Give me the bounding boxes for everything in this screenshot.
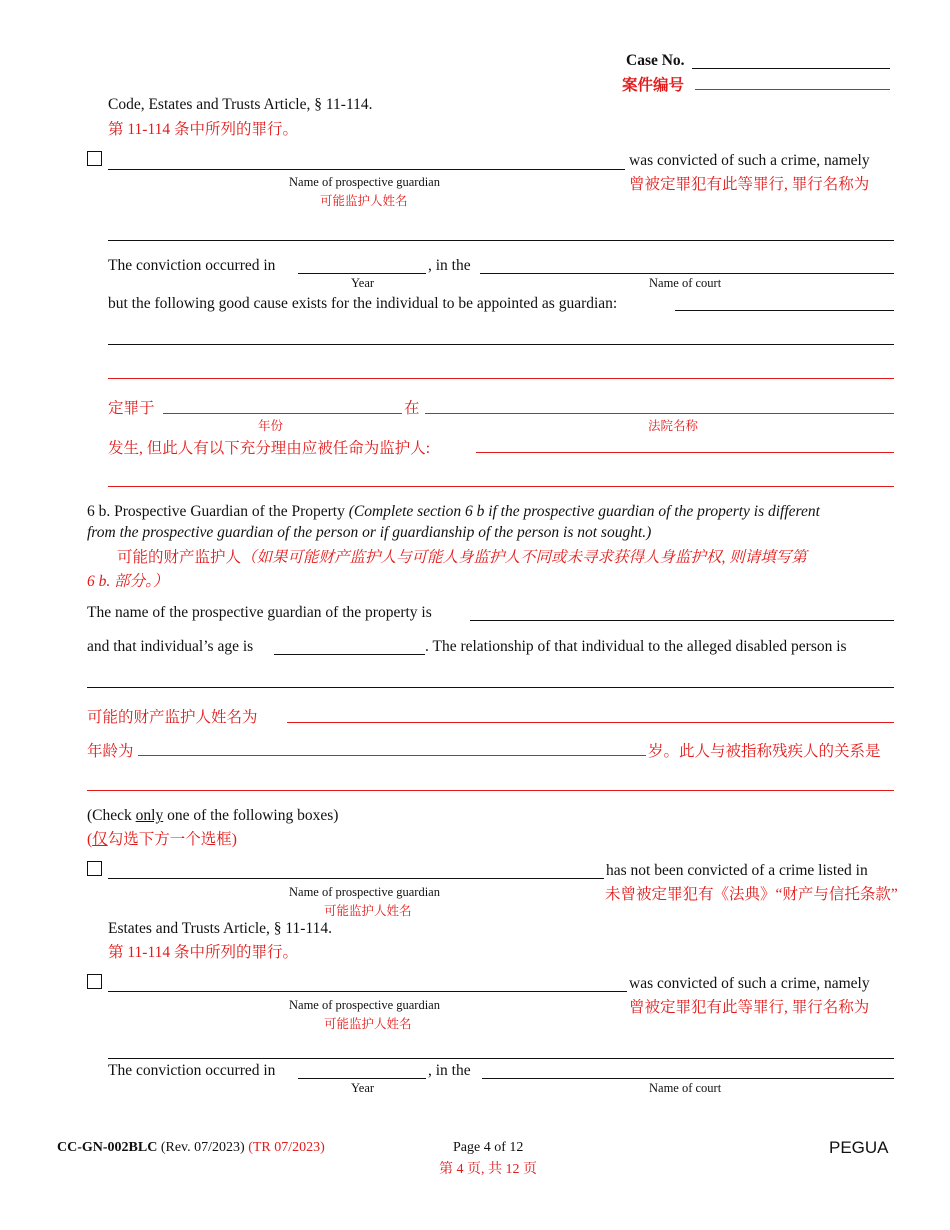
form-rev: (Rev. 07/2023) xyxy=(157,1140,249,1155)
guardian-name-caption: Name of prospective guardian xyxy=(289,175,440,189)
case-no-label-zh: 案件编号 xyxy=(622,77,685,94)
relationship-label: . The relationship of that individual to the alleged disabled person is xyxy=(425,638,847,655)
not-convicted-text: has not been convicted of a crime listed in xyxy=(606,862,868,879)
section-6b-instruction-zh-1: （如果可能财产监护人与可能人身监护人不同或未寻求获得人身监护权, 则请填写第 xyxy=(241,549,807,566)
form-id: CC-GN-002BLC xyxy=(57,1140,158,1155)
court-name-field-b[interactable] xyxy=(482,1078,894,1079)
check-instruction-zh-a: ( xyxy=(87,831,93,848)
property-guardian-name-field[interactable] xyxy=(470,620,894,621)
guardian-name-field-c[interactable] xyxy=(108,991,627,992)
property-guardian-name-label: The name of the prospective guardian of the property is xyxy=(87,604,432,621)
not-convicted-text-zh: 未曾被定罪犯有《法典》“财产与信托条款” xyxy=(605,886,898,903)
good-cause-field-zh-1[interactable] xyxy=(108,378,894,379)
section-6b-title: 6 b. Prospective Guardian of the Property xyxy=(87,503,345,520)
good-cause-field-2[interactable] xyxy=(108,344,894,345)
good-cause-field-zh-2[interactable] xyxy=(476,452,894,453)
section-6b-title-zh: 可能的财产监护人 xyxy=(117,549,242,566)
section-6b-instruction-2: from the prospective guardian of the person or if guardianship of the person is not sought.) xyxy=(87,524,652,541)
good-cause-label: but the following good cause exists for the individual to be appointed as guardian: xyxy=(108,295,618,312)
relationship-field-zh[interactable] xyxy=(87,790,894,791)
section-6b-heading-zh xyxy=(117,545,807,567)
check-instruction xyxy=(87,807,338,825)
convicted-checkbox-a[interactable] xyxy=(87,151,102,166)
check-instruction-a: (Check xyxy=(87,807,136,824)
crime-name-field-b[interactable] xyxy=(108,1058,894,1059)
court-caption-zh: 法院名称 xyxy=(648,419,699,433)
case-no-label: Case No. xyxy=(626,52,685,69)
check-instruction-b: one of the following boxes) xyxy=(163,807,339,824)
convicted-in-zh: 定罪于 xyxy=(108,400,155,417)
crime-name-field-a[interactable] xyxy=(108,240,894,241)
guardian-name-field-b[interactable] xyxy=(108,878,604,879)
article-text-b-zh: 第 11-114 条中所列的罪行。 xyxy=(108,944,299,961)
guardian-name-caption-c-zh: 可能监护人姓名 xyxy=(324,1017,412,1031)
court-name-field-zh[interactable] xyxy=(425,413,894,414)
guardian-name-caption-b-zh: 可能监护人姓名 xyxy=(324,904,412,918)
article-text: Code, Estates and Trusts Article, § 11-114. xyxy=(108,96,373,113)
at-zh: 在 xyxy=(404,400,420,417)
convicted-text-a-zh: 曾被定罪犯有此等罪行, 罪行名称为 xyxy=(629,176,870,193)
page-number: Page 4 of 12 xyxy=(453,1140,524,1155)
in-the-label-b: , in the xyxy=(428,1062,471,1079)
article-text-zh: 第 11-114 条中所列的罪行。 xyxy=(108,121,299,138)
check-instruction-zh-only: 仅 xyxy=(92,831,108,848)
case-no-field-zh[interactable] xyxy=(695,89,890,90)
guardian-name-caption-b: Name of prospective guardian xyxy=(289,885,440,899)
check-instruction-zh-b: 勾选下方一个选框) xyxy=(107,831,237,848)
section-6b-heading xyxy=(87,503,820,521)
court-name-field[interactable] xyxy=(480,273,894,274)
form-id-line xyxy=(57,1140,325,1156)
age-label: and that individual’s age is xyxy=(87,638,254,655)
year-caption-b: Year xyxy=(351,1081,375,1095)
year-caption: Year xyxy=(351,276,375,290)
convicted-text-a: was convicted of such a crime, namely xyxy=(629,152,870,169)
article-text-b: Estates and Trusts Article, § 11-114. xyxy=(108,920,333,937)
convicted-text-b-zh: 曾被定罪犯有此等罪行, 罪行名称为 xyxy=(629,999,870,1016)
relationship-field[interactable] xyxy=(87,687,894,688)
property-guardian-name-field-zh[interactable] xyxy=(287,722,894,723)
not-convicted-checkbox[interactable] xyxy=(87,861,102,876)
page-number-zh: 第 4 页, 共 12 页 xyxy=(439,1162,537,1177)
conviction-occurred-label: The conviction occurred in xyxy=(108,257,276,274)
check-instruction-only: only xyxy=(135,807,164,824)
court-caption: Name of court xyxy=(649,276,722,290)
case-no-field[interactable] xyxy=(692,68,890,69)
age-field-zh[interactable] xyxy=(138,755,646,756)
property-guardian-name-label-zh: 可能的财产监护人姓名为 xyxy=(87,709,258,726)
convicted-checkbox-b[interactable] xyxy=(87,974,102,989)
conviction-occurred-label-b: The conviction occurred in xyxy=(108,1062,276,1079)
check-instruction-zh xyxy=(87,827,237,849)
age-label-zh: 年龄为 xyxy=(87,743,134,760)
conviction-year-field-b[interactable] xyxy=(298,1078,426,1079)
section-6b-instruction-zh-2: 6 b. 部分。） xyxy=(87,573,169,590)
form-tr: (TR 07/2023) xyxy=(248,1140,325,1155)
good-cause-field-1[interactable] xyxy=(675,310,894,311)
guardian-name-caption-c: Name of prospective guardian xyxy=(289,998,440,1012)
convicted-text-b: was convicted of such a crime, namely xyxy=(629,975,870,992)
year-caption-zh: 年份 xyxy=(258,419,284,433)
good-cause-label-zh: 发生, 但此人有以下充分理由应被任命为监护人: xyxy=(108,440,431,457)
conviction-year-field-zh[interactable] xyxy=(163,413,402,414)
court-caption-b: Name of court xyxy=(649,1081,722,1095)
age-field[interactable] xyxy=(274,654,425,655)
guardian-name-caption-zh: 可能监护人姓名 xyxy=(320,194,408,208)
guardian-name-field-a[interactable] xyxy=(108,169,625,170)
section-6b-instruction-1: (Complete section 6 b if the prospective guardian of the property is different xyxy=(348,503,820,520)
language-code: PEGUA xyxy=(829,1138,889,1157)
conviction-year-field[interactable] xyxy=(298,273,426,274)
in-the-label: , in the xyxy=(428,257,471,274)
good-cause-field-zh-3[interactable] xyxy=(108,486,894,487)
relationship-label-zh: 岁。此人与被指称残疾人的关系是 xyxy=(648,743,881,760)
